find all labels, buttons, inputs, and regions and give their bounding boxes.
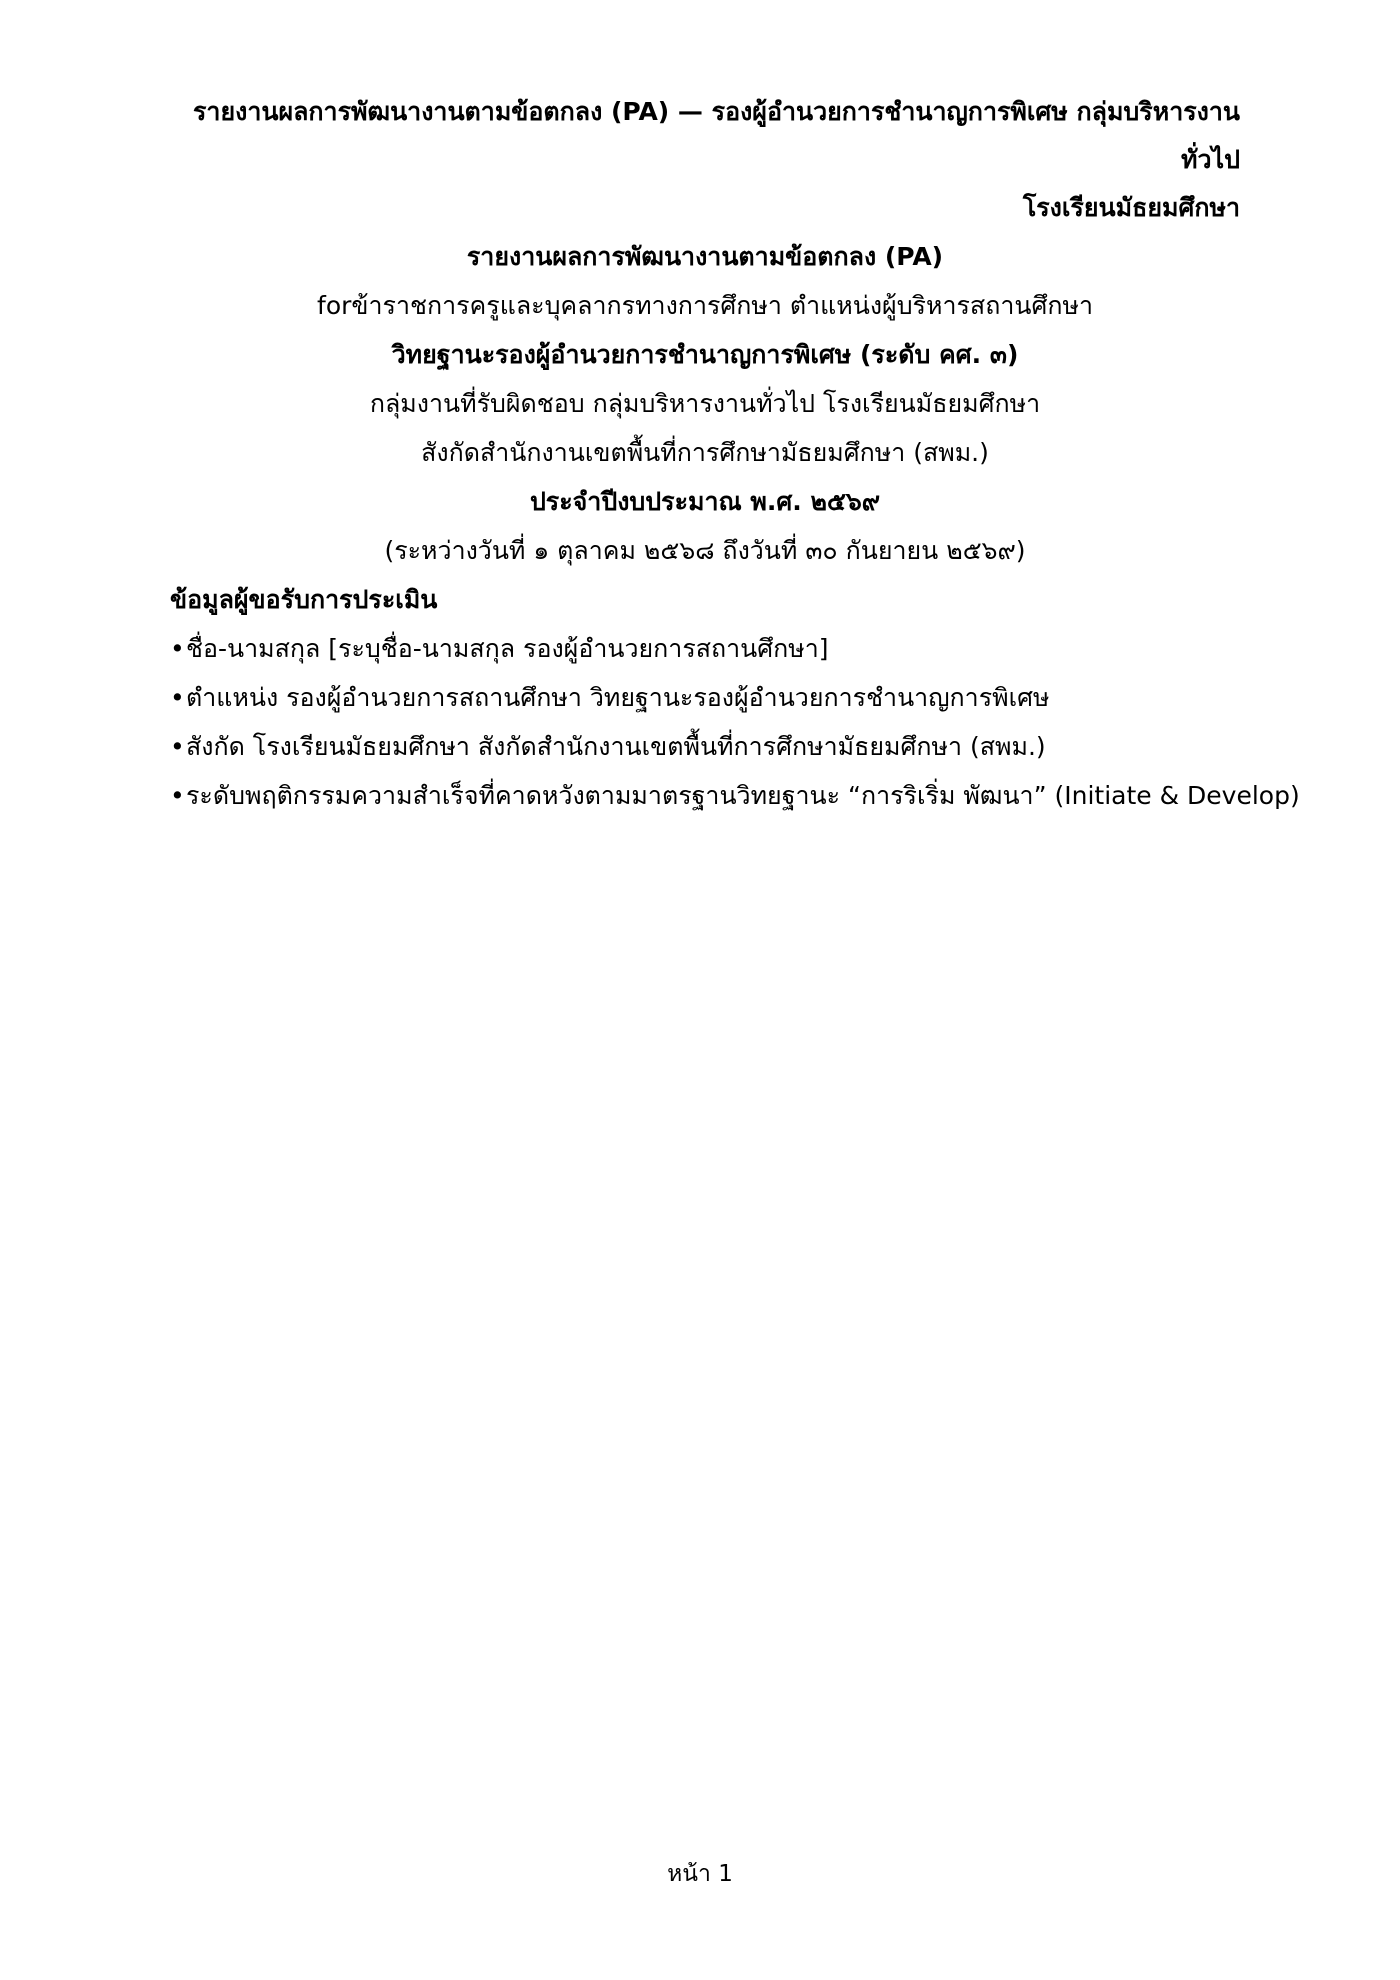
report-title: รายงานผลการพัฒนางานตามข้อตกลง (PA) (466, 242, 944, 271)
running-title (170, 88, 1240, 232)
list-item-text: สังกัด โรงเรียนมัธยมศึกษา สังกัดสำนักงานเขตพื้นที่การศึกษามัธยมศึกษา (สพม.) (186, 732, 1046, 761)
page-number: หน้า 1 (667, 1861, 733, 1887)
running-title-line2: โรงเรียนมัธยมศึกษา (1022, 193, 1240, 222)
list-item-text: ตำแหน่ง รองผู้อำนวยการสถานศึกษา วิทยฐานะรองผู้อำนวยการชำนาญการพิเศษ (186, 683, 1050, 712)
group-line: กลุ่มงานที่รับผิดชอบ กลุ่มบริหารงานทั่วไป โรงเรียนมัธยมศึกษา (369, 389, 1041, 418)
list-item (170, 771, 1300, 820)
list-item (170, 624, 1240, 673)
bullet-icon: • (170, 781, 185, 810)
list-item (170, 673, 1240, 722)
period-line: (ระหว่างวันที่ ๑ ตุลาคม ๒๕๖๘ ถึงวันที่ ๓๐ กันยายน ๒๕๖๙) (384, 536, 1026, 565)
for-line: forข้าราชการครูและบุคลากรทางการศึกษา ตำแหน่งผู้บริหารสถานศึกษา (317, 291, 1093, 320)
list-item-text: ระดับพฤติกรรมความสำเร็จที่คาดหวังตามมาตรฐานวิทยฐานะ “การริเริ่ม พัฒนา” (Initiate & Develop) (186, 781, 1300, 810)
bullet-icon: • (170, 732, 185, 761)
list-item-text: ชื่อ-นามสกุล [ระบุชื่อ-นามสกุล รองผู้อำนวยการสถานศึกษา] (186, 634, 829, 663)
running-title-line1: รายงานผลการพัฒนางานตามข้อตกลง (PA) — รองผู้อำนวยการชำนาญการพิเศษ กลุ่มบริหารงานทั่วไป (193, 97, 1240, 174)
applicant-info-list (170, 624, 1300, 820)
bullet-icon: • (170, 683, 185, 712)
bullet-icon: • (170, 634, 185, 663)
fiscal-year: ประจำปีงบประมาณ พ.ศ. ๒๕๖๙ (529, 487, 881, 516)
office-line: สังกัดสำนักงานเขตพื้นที่การศึกษามัธยมศึกษา (สพม.) (421, 438, 989, 467)
applicant-heading: ข้อมูลผู้ขอรับการประเมิน (170, 585, 438, 614)
list-item (170, 722, 1240, 771)
page-content (170, 88, 1300, 820)
rank-line: วิทยฐานะรองผู้อำนวยการชำนาญการพิเศษ (ระดับ คศ. ๓) (391, 340, 1019, 369)
